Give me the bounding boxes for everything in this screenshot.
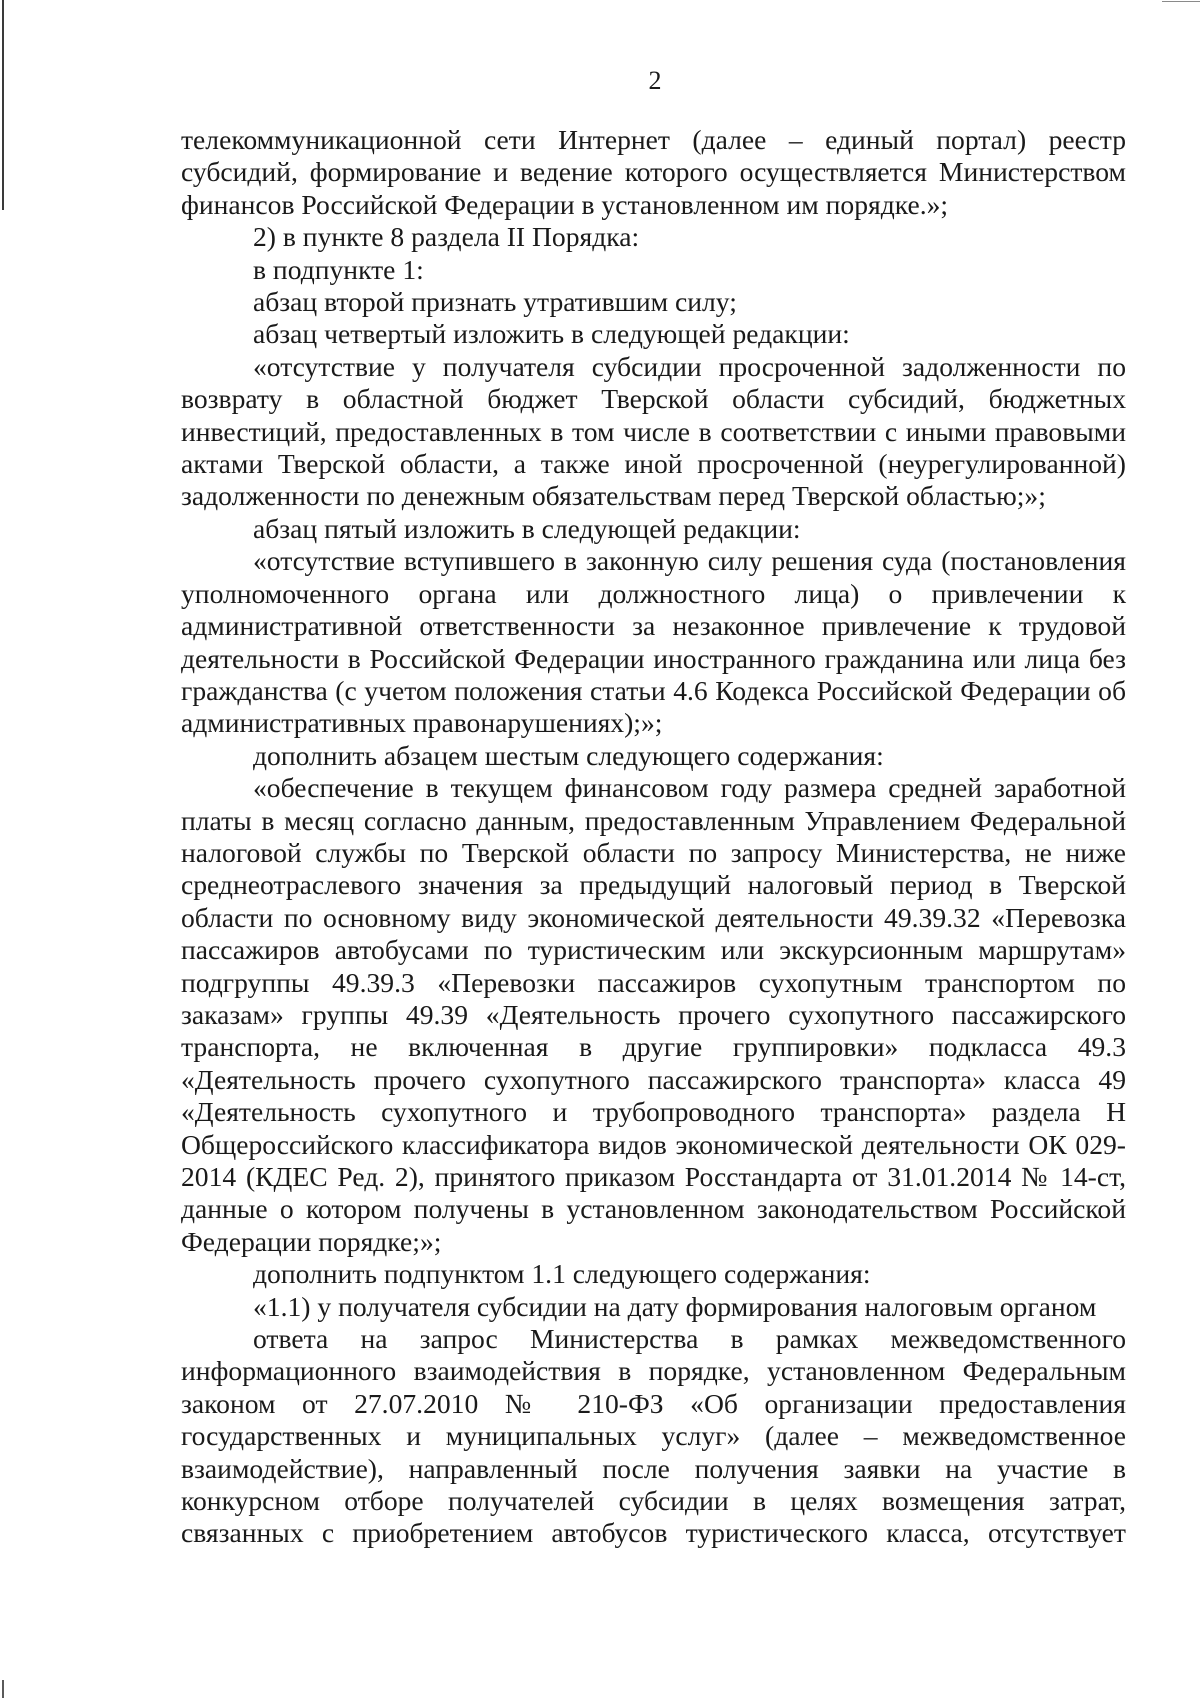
- paragraph: «отсутствие у получателя субсидии просроченной задолженности по возврату в областной бюджет Тверской области субсидий, бюджетных инвестиций, предоставленных в том числе в соответствии с иными правовыми актами Тверской области, а также иной просроченной (неурегулированной) задолженности по денежным обязательствам перед Тверской областью;»;: [181, 350, 1126, 512]
- paragraph: 2) в пункте 8 раздела II Порядка:: [253, 221, 640, 253]
- paragraph: абзац пятый изложить в следующей редакции:: [253, 512, 801, 544]
- paragraph: «1.1) у получателя субсидии на дату формирования налоговым органом: [253, 1290, 1097, 1322]
- paragraph: «обеспечение в текущем финансовом году размера средней заработной платы в месяц согласно данным, предоставленным Управлением Федеральной налоговой службы по Тверской области по запросу Министерства, не ниже среднеотраслевого значения за предыдущий налоговый период в Тверской области по основному виду экономической деятельности 49.39.32 «Перевозка пассажиров автобусами по туристическим или экскурсионным маршрутам» подгруппы 49.39.3 «Перевозки пассажиров сухопутным транспортом по заказам» группы 49.39 «Деятельность прочего сухопутного пассажирского транспорта, не включенная в другие группировки» подкласса 49.3 «Деятельность прочего сухопутного пассажирского транспорта» класса 49 «Деятельность сухопутного и трубопроводного транспорта» раздела H Общероссийского классификатора видов экономической деятельности ОК 029-2014 (КДЕС Ред. 2), принятого приказом Росстандарта от 31.01.2014 № 14-ст, данные о котором получены в установленном законодательством Российской Федерации порядке;»;: [181, 772, 1126, 1257]
- paragraph: дополнить абзацем шестым следующего содержания:: [253, 739, 884, 771]
- scan-edge-mark: [2, 1680, 4, 1698]
- scan-edge-mark: [2, 0, 4, 210]
- paragraph: телекоммуникационной сети Интернет (далее – единый портал) реестр субсидий, формирование и ведение которого осуществляется Министерством финансов Российской Федерации в установленном им порядке.»;: [181, 124, 1126, 220]
- paragraph: «отсутствие вступившего в законную силу решения суда (постановления уполномоченного органа или должностного лица) о привлечении к административной ответственности за незаконное привлечение к трудовой деятельности в Российской Федерации иностранного гражданина или лица без гражданства (с учетом положения статьи 4.6 Кодекса Российской Федерации об административных правонарушениях);»;: [181, 545, 1126, 739]
- paragraph: абзац четвертый изложить в следующей редакции:: [253, 318, 850, 350]
- paragraph: ответа на запрос Министерства в рамках межведомственного информационного взаимодействия в порядке, установленном Федеральным законом от 27.07.2010 № 210-ФЗ «Об организации предоставления государственных и муниципальных услуг» (далее – межведомственное взаимодействие), направленный после получения заявки на участие в конкурсном отборе получателей субсидии в целях возмещения затрат, связанных с приобретением автобусов туристического класса, отсутствует: [181, 1323, 1126, 1549]
- page-number: 2: [648, 66, 662, 95]
- paragraph: дополнить подпунктом 1.1 следующего содержания:: [253, 1258, 871, 1290]
- scan-edge-mark: [1162, 1, 1200, 2]
- document-body: [181, 124, 1126, 1550]
- paragraph: абзац второй признать утратившим силу;: [253, 286, 737, 318]
- paragraph: в подпункте 1:: [253, 253, 424, 285]
